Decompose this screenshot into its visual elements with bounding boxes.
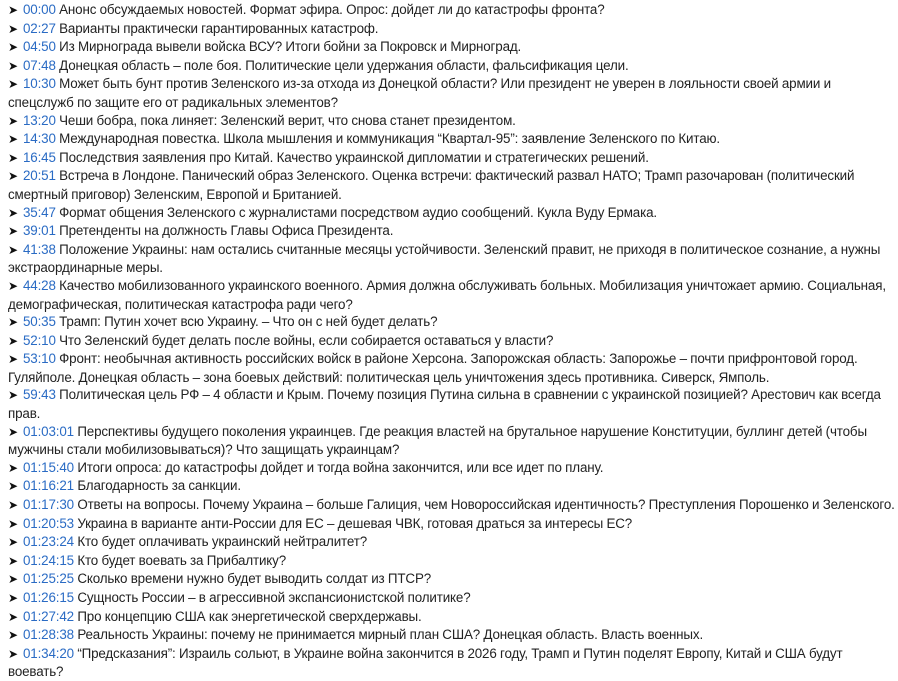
timestamp-description: Варианты практически гарантированных катастроф. [59, 20, 379, 36]
arrow-bullet-icon: ➤ [8, 77, 18, 92]
arrow-bullet-icon: ➤ [8, 553, 18, 568]
timestamp-link[interactable]: 14:30 [23, 131, 56, 147]
timestamp-link[interactable]: 01:23:24 [23, 534, 74, 550]
arrow-bullet-icon: ➤ [8, 278, 18, 293]
timestamp-description: Что Зеленский будет делать после войны, если собирается оставаться у власти? [59, 332, 554, 348]
timestamp-description: Чеши бобра, пока линяет: Зеленский верит, что снова станет президентом. [59, 112, 516, 128]
timestamp-entry [8, 423, 898, 459]
timestamp-entry [8, 241, 898, 277]
timestamp-description: Международная повестка. Школа мышления и коммуникация “Квартал-95”: заявление Зеленского по Китаю. [59, 131, 720, 147]
timestamp-link[interactable]: 39:01 [23, 223, 56, 239]
timestamp-link[interactable]: 07:48 [23, 57, 56, 73]
timestamp-link[interactable]: 01:24:15 [23, 552, 74, 568]
timestamp-link[interactable]: 41:38 [23, 241, 56, 257]
timestamp-entry [8, 167, 898, 203]
timestamp-entry [8, 552, 898, 571]
arrow-bullet-icon: ➤ [8, 132, 18, 147]
timestamp-link[interactable]: 13:20 [23, 112, 56, 128]
timestamp-description: Положение Украины: нам остались считанные месяцы устойчивости. Зеленский правит, не приходя в политическое сознание, а нужны экстраординарные меры. [8, 241, 881, 276]
arrow-bullet-icon: ➤ [8, 535, 18, 550]
arrow-bullet-icon: ➤ [8, 572, 18, 587]
timestamp-description: Политическая цель РФ – 4 области и Крым. Почему позиция Путина сильна в сравнении с украинской позицией? Арестович как всегда прав. [8, 387, 881, 422]
timestamp-link[interactable]: 02:27 [23, 20, 56, 36]
timestamp-link[interactable]: 35:47 [23, 204, 56, 220]
timestamp-link[interactable]: 59:43 [23, 387, 56, 403]
timestamp-description: Сколько времени нужно будет выводить солдат из ПТСР? [77, 571, 432, 587]
timestamp-entry [8, 149, 898, 168]
timestamp-link[interactable]: 16:45 [23, 149, 56, 165]
timestamp-description: Сущность России – в агрессивной экспансионистской политике? [77, 590, 471, 605]
timestamp-link[interactable]: 44:28 [23, 277, 56, 293]
arrow-bullet-icon: ➤ [8, 150, 18, 165]
timestamp-link[interactable]: 04:50 [23, 39, 56, 55]
arrow-bullet-icon: ➤ [8, 315, 18, 330]
timestamp-entry [8, 350, 898, 386]
timestamp-entry [8, 459, 898, 478]
timestamp-entry [8, 589, 898, 608]
timestamp-link[interactable]: 53:10 [23, 351, 56, 367]
timestamp-description: Украина в варианте анти-России для ЕС – дешевая ЧВК, готовая драться за интересы ЕС? [77, 515, 633, 531]
timestamp-entry [8, 645, 898, 681]
timestamp-description: Благодарность за санкции. [77, 478, 241, 494]
arrow-bullet-icon: ➤ [8, 424, 18, 439]
timestamp-description: Трамп: Путин хочет всю Украину. – Что он с ней будет делать? [59, 314, 438, 330]
arrow-bullet-icon: ➤ [8, 460, 18, 475]
timestamp-entry [8, 515, 898, 534]
timestamp-link[interactable]: 01:25:25 [23, 571, 74, 587]
timestamp-description: Реальность Украины: почему не принимается мирный план США? Донецкая область. Власть военных. [77, 627, 704, 643]
arrow-bullet-icon: ➤ [8, 169, 18, 184]
arrow-bullet-icon: ➤ [8, 205, 18, 220]
timestamp-entry [8, 496, 898, 515]
arrow-bullet-icon: ➤ [8, 646, 18, 661]
timestamp-description: Анонс обсуждаемых новостей. Формат эфира. Опрос: дойдет ли до катастрофы фронта? [59, 2, 605, 17]
timestamp-entry [8, 332, 898, 351]
arrow-bullet-icon: ➤ [8, 224, 18, 239]
arrow-bullet-icon: ➤ [8, 479, 18, 494]
timestamp-entry [8, 75, 898, 111]
timestamp-description: Фронт: необычная активность российских войск в районе Херсона. Запорожская область: Запорожье – почти прифронтовой город. Гуляйполе. Донецкая область – зона боевых действий: политическая цель уничтожения здесь противника. Сиверск, Ямполь. [8, 351, 858, 385]
timestamp-entry [8, 626, 898, 645]
timestamp-entry [8, 57, 898, 76]
timestamp-link[interactable]: 01:15:40 [23, 459, 74, 475]
timestamp-link[interactable]: 00:00 [23, 2, 56, 17]
timestamp-link[interactable]: 01:20:53 [23, 515, 74, 531]
timestamp-description: Кто будет воевать за Прибалтику? [77, 552, 287, 568]
timestamp-link[interactable]: 01:16:21 [23, 478, 74, 494]
timestamp-description: Донецкая область – поле боя. Политические цели удержания области, фальсификация цели. [59, 57, 629, 73]
arrow-bullet-icon: ➤ [8, 352, 18, 367]
timestamp-entry [8, 130, 898, 149]
arrow-bullet-icon: ➤ [8, 591, 18, 605]
arrow-bullet-icon: ➤ [8, 21, 18, 36]
arrow-bullet-icon: ➤ [8, 388, 18, 403]
timestamp-entry [8, 570, 898, 589]
timestamp-entry [8, 277, 898, 313]
arrow-bullet-icon: ➤ [8, 242, 18, 257]
arrow-bullet-icon: ➤ [8, 113, 18, 128]
timestamp-link[interactable]: 01:03:01 [23, 423, 74, 439]
timestamp-link[interactable]: 10:30 [23, 76, 56, 92]
arrow-bullet-icon: ➤ [8, 3, 18, 17]
timestamp-description: Формат общения Зеленского с журналистами посредством аудио сообщений. Кукла Вуду Ермака. [59, 204, 657, 220]
timestamp-description: Ответы на вопросы. Почему Украина – больше Галиция, чем Новороссийская идентичность? Преступления Порошенко и Зеленского. [77, 497, 895, 513]
timestamp-description: Может быть бунт против Зеленского из-за отхода из Донецкой области? Или президент не уверен в лояльности своей армии и спецслужб по защите его от радикальных элементов? [8, 76, 831, 110]
timestamp-entry [8, 533, 898, 552]
arrow-bullet-icon: ➤ [8, 609, 18, 624]
timestamp-entry [8, 112, 898, 131]
timestamp-link[interactable]: 01:17:30 [23, 497, 74, 513]
timestamp-description: Из Мирнограда вывели войска ВСУ? Итоги бойни за Покровск и Мирноград. [59, 39, 522, 55]
timestamp-description: Качество мобилизованного украинского военного. Армия должна обслуживать больных. Мобилизация уничтожает армию. Социальная, демографическая, политическая катастрофа ради чего? [8, 277, 886, 312]
timestamp-description: Встреча в Лондоне. Панический образ Зеленского. Оценка встречи: фактический развал НАТО; Трамп разочарован (политический смертный приговор) Зеленским, Европой и Британией. [8, 168, 855, 202]
timestamp-entry [8, 1, 898, 20]
timestamp-link[interactable]: 50:35 [23, 314, 56, 330]
arrow-bullet-icon: ➤ [8, 40, 18, 55]
timestamp-entry [8, 38, 898, 57]
timestamp-entry [8, 222, 898, 241]
timestamp-link[interactable]: 01:34:20 [23, 645, 74, 661]
timestamp-entry [8, 204, 898, 223]
arrow-bullet-icon: ➤ [8, 333, 18, 348]
timestamp-entry [8, 313, 898, 332]
timestamp-entry [8, 386, 898, 422]
timestamp-link[interactable]: 20:51 [23, 168, 56, 184]
timestamp-link[interactable]: 01:26:15 [23, 590, 74, 605]
timestamp-description: Итоги опроса: до катастрофы дойдет и тогда война закончится, или все идет по плану. [77, 459, 604, 475]
timestamp-link[interactable]: 01:28:38 [23, 627, 74, 643]
timestamp-entry [8, 608, 898, 627]
timestamp-description: Про концепцию США как энергетической сверхдержавы. [77, 608, 422, 624]
arrow-bullet-icon: ➤ [8, 58, 18, 73]
arrow-bullet-icon: ➤ [8, 498, 18, 513]
timestamp-description: “Предсказания”: Израиль сольют, в Украине война закончится в 2026 году, Трамп и Путин поделят Европу, Китай и США будут воевать? [8, 645, 843, 680]
timestamp-entry [8, 477, 898, 496]
arrow-bullet-icon: ➤ [8, 516, 18, 531]
timestamp-link[interactable]: 01:27:42 [23, 608, 74, 624]
timestamp-description: Последствия заявления про Китай. Качество украинской дипломатии и стратегических решений. [59, 149, 649, 165]
timestamp-entry [8, 20, 898, 39]
timestamp-link[interactable]: 52:10 [23, 332, 56, 348]
arrow-bullet-icon: ➤ [8, 628, 18, 643]
timestamp-description: Перспективы будущего поколения украинцев. Где реакция властей на брутальное нарушение Конституции, буллинг детей (чтобы мужчины стали мобилизовываться)? Что защищать украинцам? [8, 423, 867, 458]
timestamp-description: Претенденты на должность Главы Офиса Президента. [59, 223, 394, 239]
timestamp-description: Кто будет оплачивать украинский нейтралитет? [77, 534, 367, 550]
